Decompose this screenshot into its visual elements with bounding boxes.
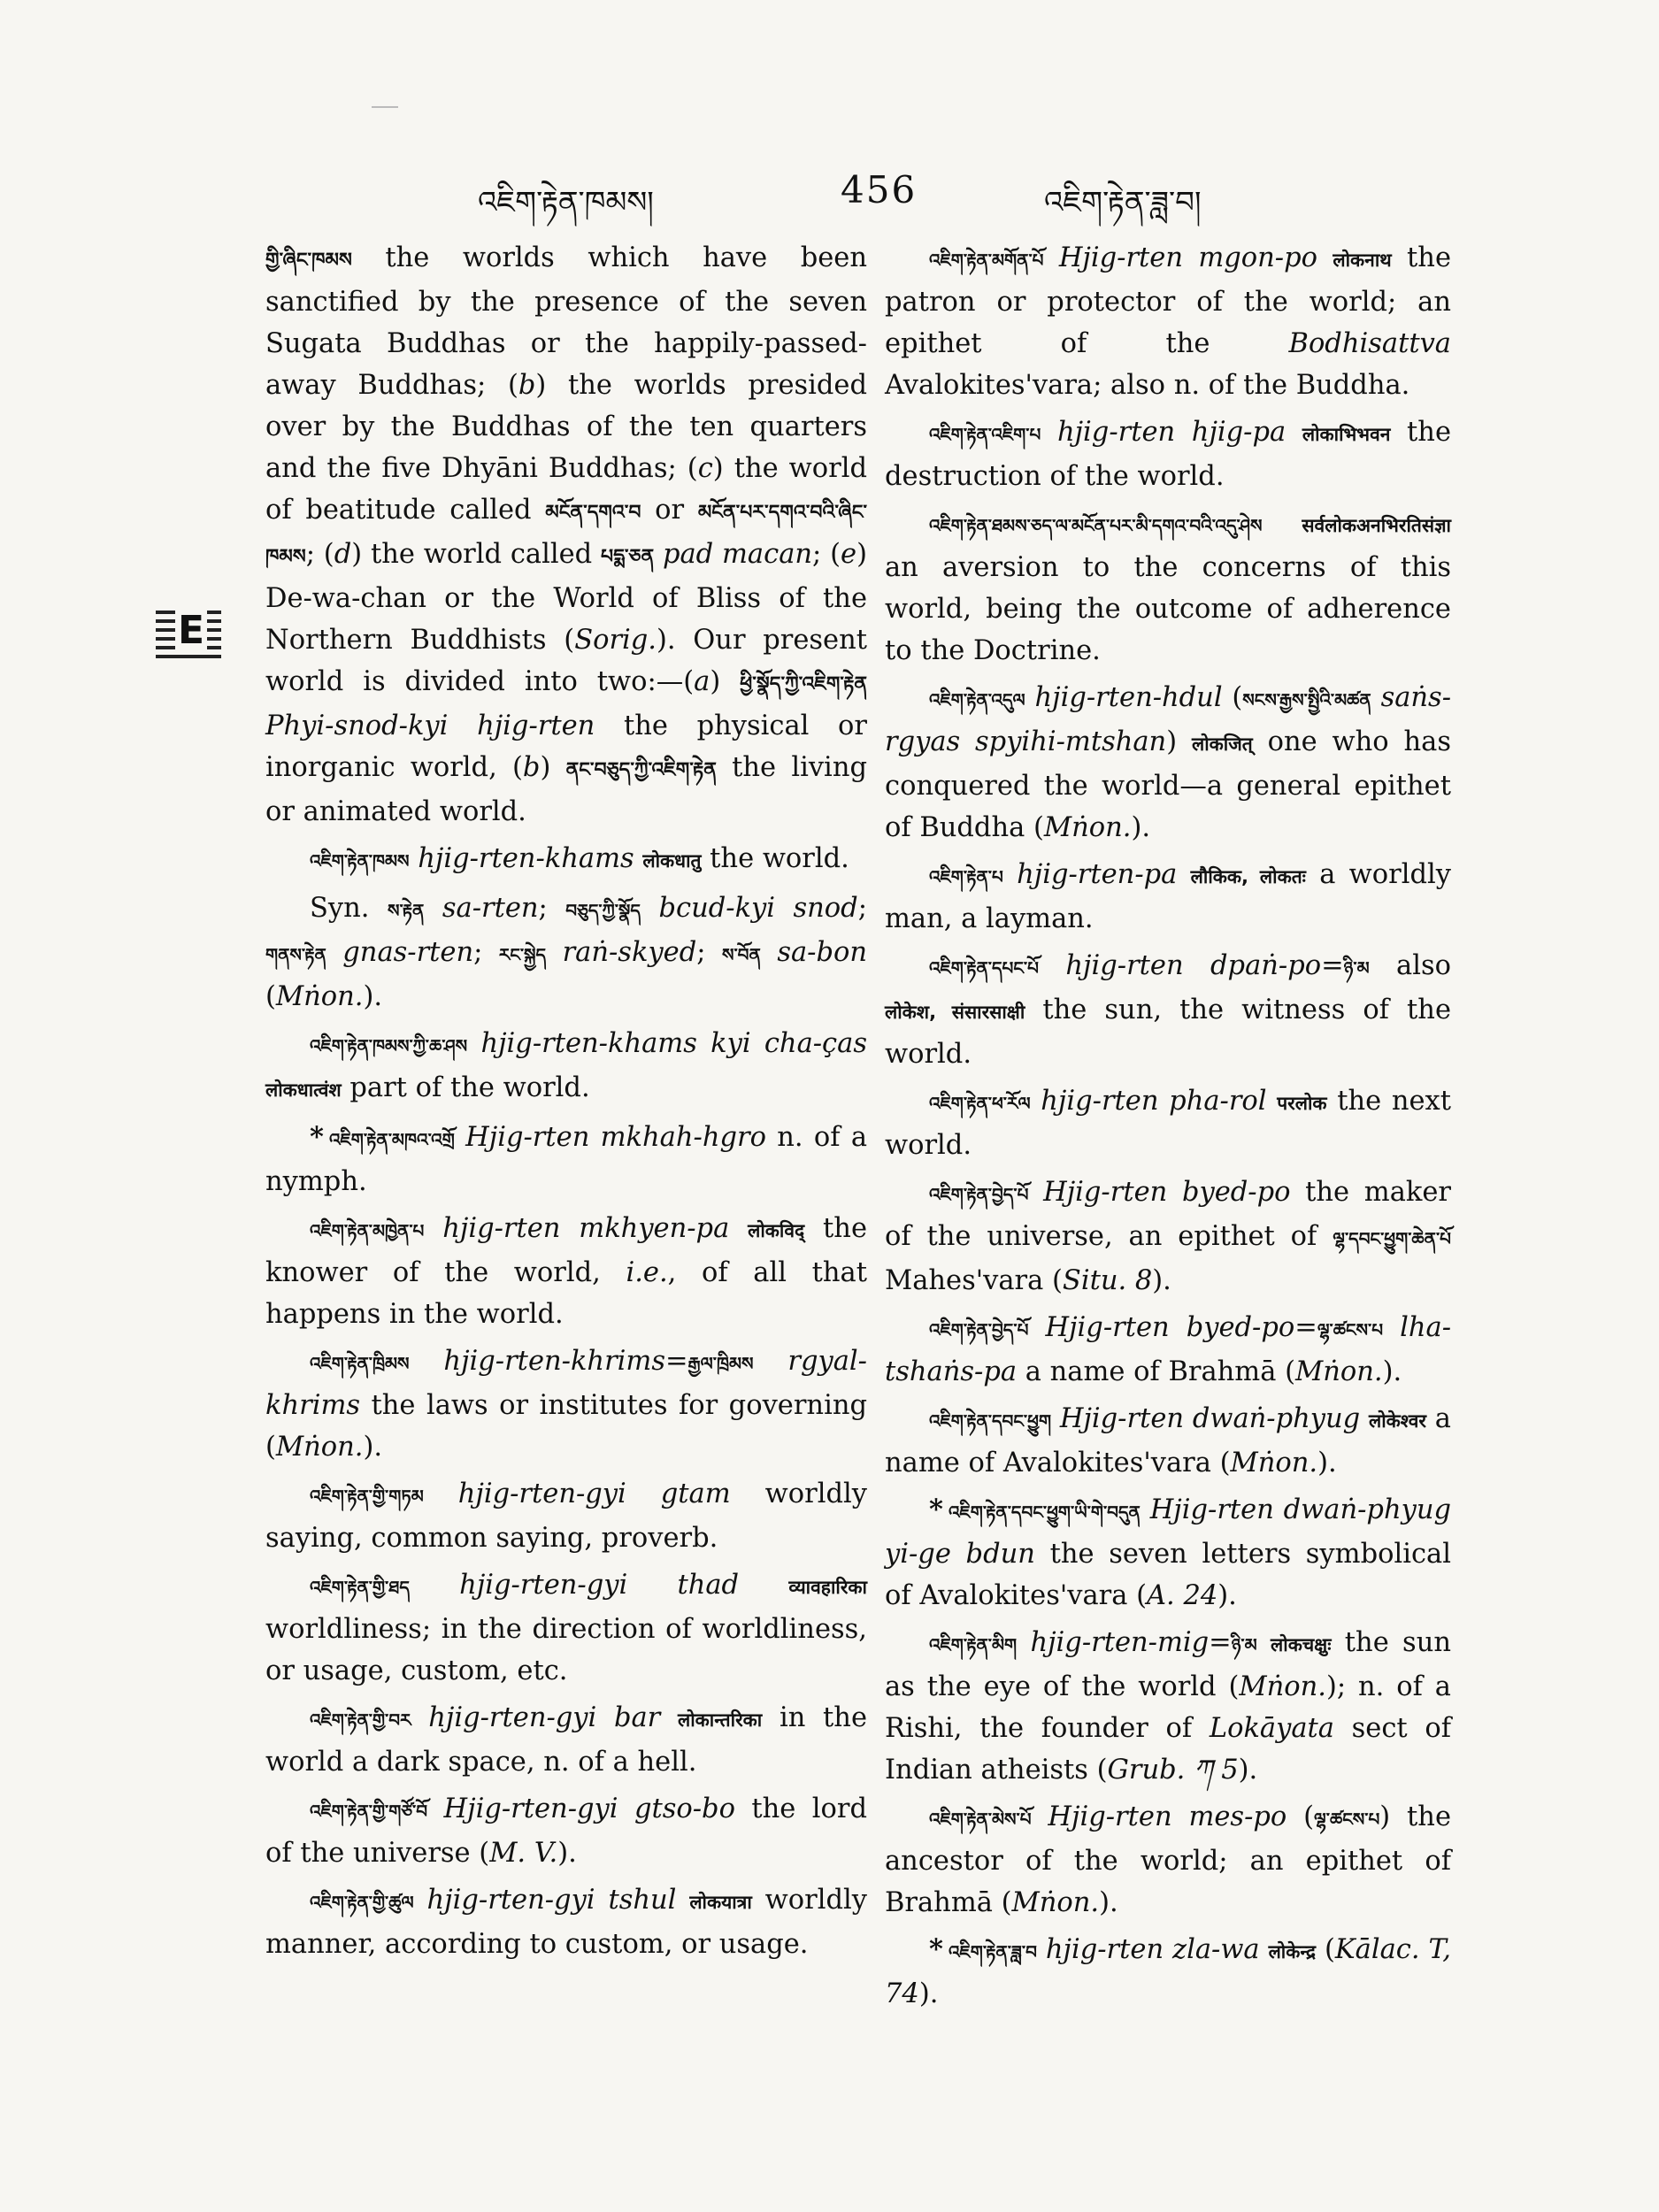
- dictionary-entry: འཇིག་རྟེན་གྱི་གཏམ hjig-rten-gyi gtam worldly saying, common saying, proverb.: [265, 1479, 867, 1554]
- dictionary-entry: འཇིག་རྟེན་མཁྱེན་པ hjig-rten mkhyen-pa लोकविद् the knower of the world, i.e., of all that happens in the world.: [265, 1213, 867, 1330]
- dictionary-entry-synonyms: Syn. ས་རྟེན sa-rten; བཅུད་ཀྱི་སྣོད bcud-kyi snod; གནས་རྟེན gnas-rten; རང་སྐྱེད raṅ-skyed; ས་བོན sa-bon (Mṅon.).: [265, 893, 867, 1012]
- dictionary-entry: འཇིག་རྟེན་ཁམས་ཀྱི་ཆ་ཤས hjig-rten-khams kyi cha-ças लोकधात्वंश part of the world.: [265, 1028, 867, 1103]
- dictionary-entry: འཇིག་རྟེན་གྱི་གཙོ་བོ Hjig-rten-gyi gtso-bo the lord of the universe (M. V.).: [265, 1793, 867, 1869]
- page-number: 456: [841, 168, 918, 211]
- dictionary-entry: འཇིག་རྟེན་ཁམས hjig-rten-khams लोकधातु the world.: [310, 843, 849, 874]
- page-header: [265, 168, 1451, 221]
- dictionary-entry: འཇིག་རྟེན་གྱི་ཚུལ hjig-rten-gyi tshul लोकयात्रा worldly manner, according to custom, or usage.: [265, 1885, 867, 1960]
- transliteration: hjig-rten-khams: [418, 843, 634, 874]
- running-head-right: འཇིག་རྟེན་ཟླ་བ།: [1044, 185, 1202, 220]
- dictionary-entry: འཇིག་རྟེན་འདུལ hjig-rten-hdul (སངས་རྒྱས་སྤྱིའི་མཚན saṅs-rgyas spyihi-mtshan) लोकजित् one who has conquered the world—a general epithet of Buddha (Mṅon.).: [885, 682, 1451, 843]
- sanskrit-equivalent: लोकधातु: [642, 850, 702, 872]
- dictionary-entry: འཇིག་རྟེན་ཁྲིམས hjig-rten-khrims=རྒྱལ་ཁྲིམས rgyal-khrims the laws or institutes for governing (Mṅon.).: [265, 1346, 867, 1463]
- headword: འཇིག་རྟེན་ཁམས: [310, 850, 410, 872]
- thumb-index-letter: E: [175, 609, 207, 653]
- dictionary-entry: འཇིག་རྟེན་པ hjig-rten-pa लौकिक, लोकतः a worldly man, a layman.: [885, 859, 1451, 934]
- dictionary-entry: འཇིག་རྟེན་བྱེད་པོ Hjig-rten byed-po=ལྷ་ཚངས་པ lha-tshaṅs-pa a name of Brahmā (Mṅon.).: [885, 1312, 1452, 1387]
- dictionary-entry: འཇིག་རྟེན་མིག hjig-rten-mig=ཉི་མ लोकचक्षुः the sun as the eye of the world (Mṅon.); n. of a Rishi, the founder of Lokāyata sect of Indian atheists (Grub. ཀ 5).: [885, 1627, 1451, 1786]
- dictionary-entry: * འཇིག་རྟེན་མཁའ་འགྲོ Hjig-rten mkhah-hgro n. of a nymph.: [265, 1121, 868, 1197]
- dictionary-entry: འཇིག་རྟེན་ཕ་རོལ hjig-rten pha-rol परलोक the next world.: [885, 1086, 1451, 1161]
- dictionary-entry: འཇིག་རྟེན་མགོན་པོ Hjig-rten mgon-po लोकनाथ the patron or protector of the world; an epithet of the Bodhisattva Avalokites'vara; also n. of the Buddha.: [885, 242, 1451, 401]
- dictionary-entry: འཇིག་རྟེན་མེས་པོ Hjig-rten mes-po (ལྷ་ཚངས་པ) the ancestor of the world; an epithet of Brahmā (Mṅon.).: [885, 1801, 1451, 1918]
- entry-continuation: གྱི་ཞིང་ཁམས the worlds which have been sanctified by the presence of the seven Sugata Buddhas or the happily-passed-away Buddhas; (b) the worlds presided over by the Buddhas of the ten quarters and the five Dhyāni Buddhas; (c) the world of beatitude called མངོན་དགའ་བ or མངོན་པར་དགའ་བའི་ཞིང་ཁམས; (d) the world called པདྨ་ཅན pad macan; (e) De-wa-chan or the World of Bliss of the Northern Buddhists (Sorig.). Our present world is divided into two:—(a) ཕྱི་སྣོད་ཀྱི་འཇིག་རྟེན Phyi-snod-kyi hjig-rten the physical or inorganic world, (b) ནང་བཅུད་ཀྱི་འཇིག་རྟེན the living or animated world.: [265, 242, 868, 827]
- scan-mark: [372, 106, 398, 108]
- dictionary-entry: འཇིག་རྟེན་དབང་ཕྱུག Hjig-rten dwaṅ-phyug लोकेश्वर a name of Avalokites'vara (Mṅon.).: [885, 1403, 1451, 1479]
- dictionary-entry: འཇིག་རྟེན་བྱེད་པོ Hjig-rten byed-po the maker of the universe, an epithet of ལྷ་དབང་ཕྱུག་ཆེན་པོ Mahes'vara (Situ. 8).: [885, 1177, 1451, 1296]
- thumb-index-tab: [156, 607, 221, 657]
- left-column: [265, 237, 867, 1970]
- dictionary-entry: འཇིག་རྟེན་དཔང་པོ hjig-rten dpaṅ-po=ཉི་མ also लोकेश, संसारसाक्षी the sun, the witness of the world.: [885, 950, 1452, 1070]
- dictionary-entry: འཇིག་རྟེན་གྱི་བར hjig-rten-gyi bar लोकान्तरिका in the world a dark space, n. of a hell.: [265, 1702, 867, 1778]
- running-head-left: འཇིག་རྟེན་ཁམས།: [478, 185, 654, 220]
- right-column: [885, 237, 1451, 2020]
- tibetan-term: གྱི་ཞིང་ཁམས: [265, 250, 352, 272]
- dictionary-entry: * འཇིག་རྟེན་དབང་ཕྱུག་ཡི་གེ་བདུན Hjig-rten dwaṅ-phyug yi-ge bdun the seven letters symbolical of Avalokites'vara (A. 24).: [885, 1494, 1451, 1611]
- dictionary-entry: འཇིག་རྟེན་འཇིག་པ hjig-rten hjig-pa लोकाभिभवन the destruction of the world.: [885, 417, 1452, 492]
- dictionary-entry: འཇིག་རྟེན་ཐམས་ཅད་ལ་མངོན་པར་མི་དགའ་བའི་འདུ་ཤེས सर्वलोकअनभिरतिसंज्ञा an aversion to the concerns of this world, being the outcome of adherence to the Doctrine.: [885, 515, 1451, 666]
- dictionary-entry: * འཇིག་རྟེན་ཟླ་བ hjig-rten zla-wa लोकेन्द्र (Kālac. T, 74).: [885, 1933, 1452, 2009]
- dictionary-entry: འཇིག་རྟེན་གྱི་ཐད hjig-rten-gyi thad व्यावहारिका worldliness; in the direction of worldliness, or usage, custom, etc.: [265, 1570, 867, 1686]
